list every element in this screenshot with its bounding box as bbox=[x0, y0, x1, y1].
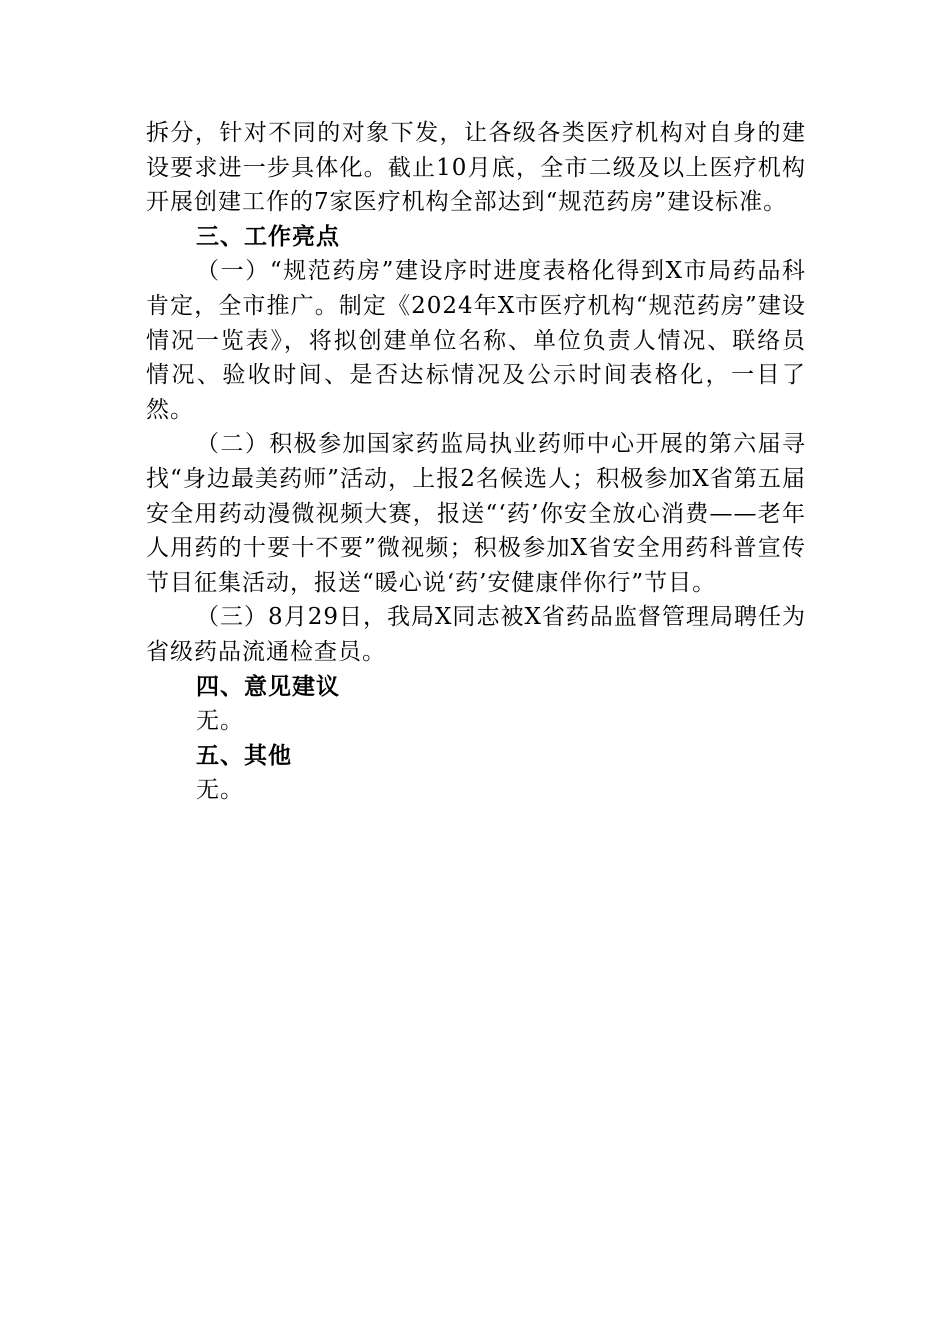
section-heading-suggestions: 四、意见建议 bbox=[196, 673, 340, 700]
section-heading-highlights: 三、工作亮点 bbox=[196, 223, 340, 250]
suggestions-body: 无。 bbox=[196, 708, 244, 735]
highlight-item-1: （一）“规范药房”建设序时进度表格化得到X市局药品科肯定，全市推广。制定《2024年X市医疗机构“规范药房”建设情况一览表》，将拟创建单位名称、单位负责人情况、联络员情况、验收时间、是否达标情况及公示时间表格化，一目了然。 bbox=[146, 258, 806, 423]
highlight-item-2: （二）积极参加国家药监局执业药师中心开展的第六届寻找“身边最美药师”活动，上报2名候选人；积极参加X省第五届安全用药动漫微视频大赛，报送“‘药’你安全放心消费——老年人用药的十要十不要”微视频；积极参加X省安全用药科普宣传节目征集活动，报送“暖心说‘药’安健康伴你行”节目。 bbox=[146, 431, 806, 596]
highlight-item-3: （三）8月29日，我局X同志被X省药品监督管理局聘任为省级药品流通检查员。 bbox=[146, 604, 806, 665]
other-body: 无。 bbox=[196, 777, 244, 804]
paragraph-continuation: 拆分，针对不同的对象下发，让各级各类医疗机构对自身的建设要求进一步具体化。截止10月底，全市二级及以上医疗机构开展创建工作的7家医疗机构全部达到“规范药房”建设标准。 bbox=[146, 120, 806, 216]
section-heading-other: 五、其他 bbox=[196, 742, 292, 769]
document-body bbox=[146, 116, 806, 808]
